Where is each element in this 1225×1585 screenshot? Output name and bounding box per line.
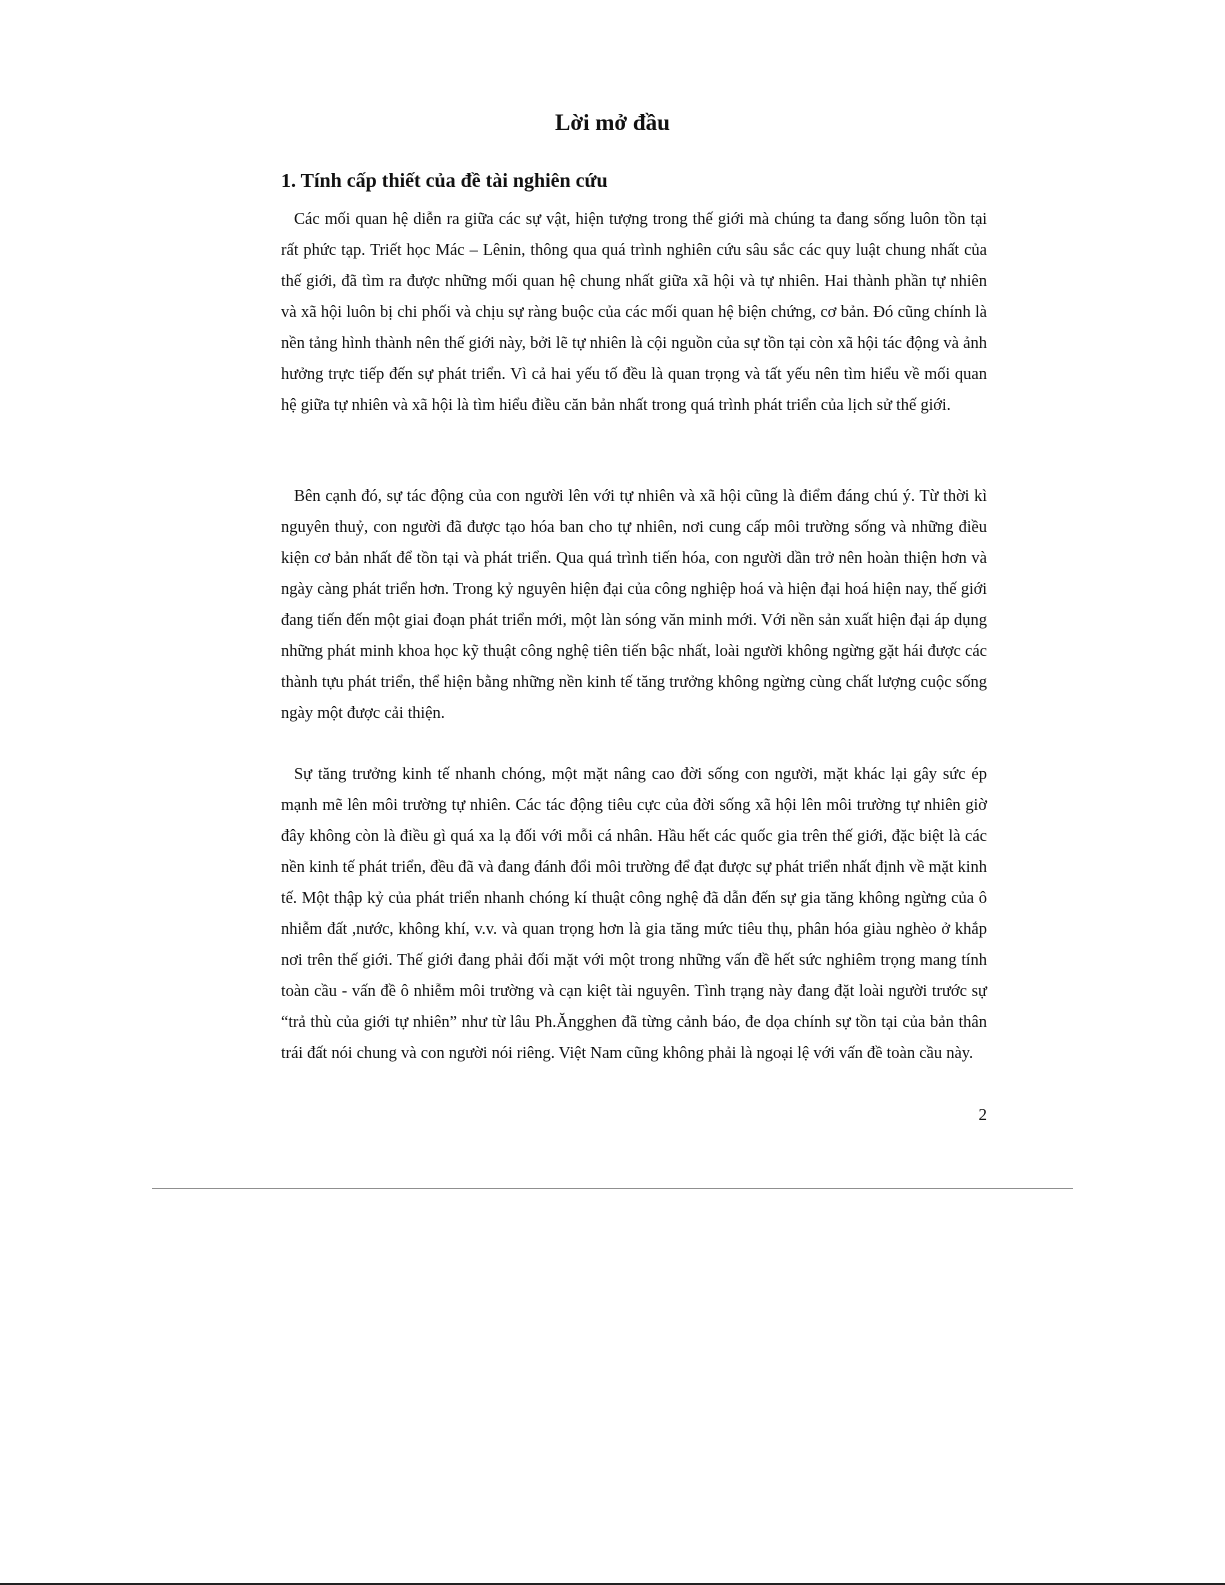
- page-divider: [152, 1188, 1073, 1189]
- page-number: 2: [978, 1105, 987, 1124]
- section-heading: 1. Tính cấp thiết của đề tài nghiên cứu: [281, 170, 608, 192]
- paragraph-1: Các mối quan hệ diễn ra giữa các sự vật, hiện tượng trong thế giới mà chúng ta đang sống luôn tồn tại rất phức tạp. Triết học Mác – Lênin, thông qua quá trình nghiên cứu sâu sắc các quy luật chung nhất của thế giới, đã tìm ra được những mối quan hệ chung nhất giữa xã hội và tự nhiên. Hai thành phần tự nhiên và xã hội luôn bị chi phối và chịu sự ràng buộc của các mối quan hệ biện chứng, cơ bản. Đó cũng chính là nền tảng hình thành nên thế giới này, bởi lẽ tự nhiên là cội nguồn của sự tồn tại còn xã hội tác động và ảnh hưởng trực tiếp đến sự phát triển. Vì cả hai yếu tố đều là quan trọng và tất yếu nên tìm hiểu về mối quan hệ giữa tự nhiên và xã hội là tìm hiểu điều căn bản nhất trong quá trình phát triển của lịch sử thế giới.: [281, 209, 987, 414]
- page-title: Lời mở đầu: [555, 110, 670, 135]
- paragraph-2: Bên cạnh đó, sự tác động của con người lên với tự nhiên và xã hội cũng là điểm đáng chú ý. Từ thời kì nguyên thuỷ, con người đã được tạo hóa ban cho tự nhiên, nơi cung cấp môi trường sống và những điều kiện cơ bản nhất để tồn tại và phát triển. Qua quá trình tiến hóa, con người dần trở nên hoàn thiện hơn và ngày càng phát triển hơn. Trong kỷ nguyên hiện đại của công nghiệp hoá và hiện đại hoá hiện nay, thế giới đang tiến đến một giai đoạn phát triển mới, một làn sóng văn minh mới. Với nền sản xuất hiện đại áp dụng những phát minh khoa học kỹ thuật công nghệ tiên tiến bậc nhất, loài người không ngừng gặt hái được các thành tựu phát triển, thể hiện bằng những nền kinh tế tăng trưởng không ngừng cùng chất lượng cuộc sống ngày một được cải thiện.: [281, 486, 987, 722]
- paragraph-3: Sự tăng trưởng kinh tế nhanh chóng, một mặt nâng cao đời sống con người, mặt khác lại gây sức ép mạnh mẽ lên môi trường tự nhiên. Các tác động tiêu cực của đời sống xã hội lên môi trường tự nhiên giờ đây không còn là điều gì quá xa lạ đối với mỗi cá nhân. Hầu hết các quốc gia trên thế giới, đặc biệt là các nền kinh tế phát triển, đều đã và đang đánh đổi môi trường để đạt được sự phát triển nhất định về mặt kinh tế. Một thập kỷ của phát triển nhanh chóng kí thuật công nghệ đã dẫn đến sự gia tăng không ngừng của ô nhiễm đất ,nước, không khí, v.v. và quan trọng hơn là gia tăng mức tiêu thụ, phân hóa giàu nghèo ở khắp nơi trên thế giới. Thế giới đang phải đối mặt với một trong những vấn đề hết sức nghiêm trọng mang tính toàn cầu - vấn đề ô nhiễm môi trường và cạn kiệt tài nguyên. Tình trạng này đang đặt loài người trước sự “trả thù của giới tự nhiên” như từ lâu Ph.Ăngghen đã từng cảnh báo, đe dọa chính sự tồn tại của bản thân trái đất nói chung và con người nói riêng. Việt Nam cũng không phải là ngoại lệ với vấn đề toàn cầu này.: [281, 764, 987, 1062]
